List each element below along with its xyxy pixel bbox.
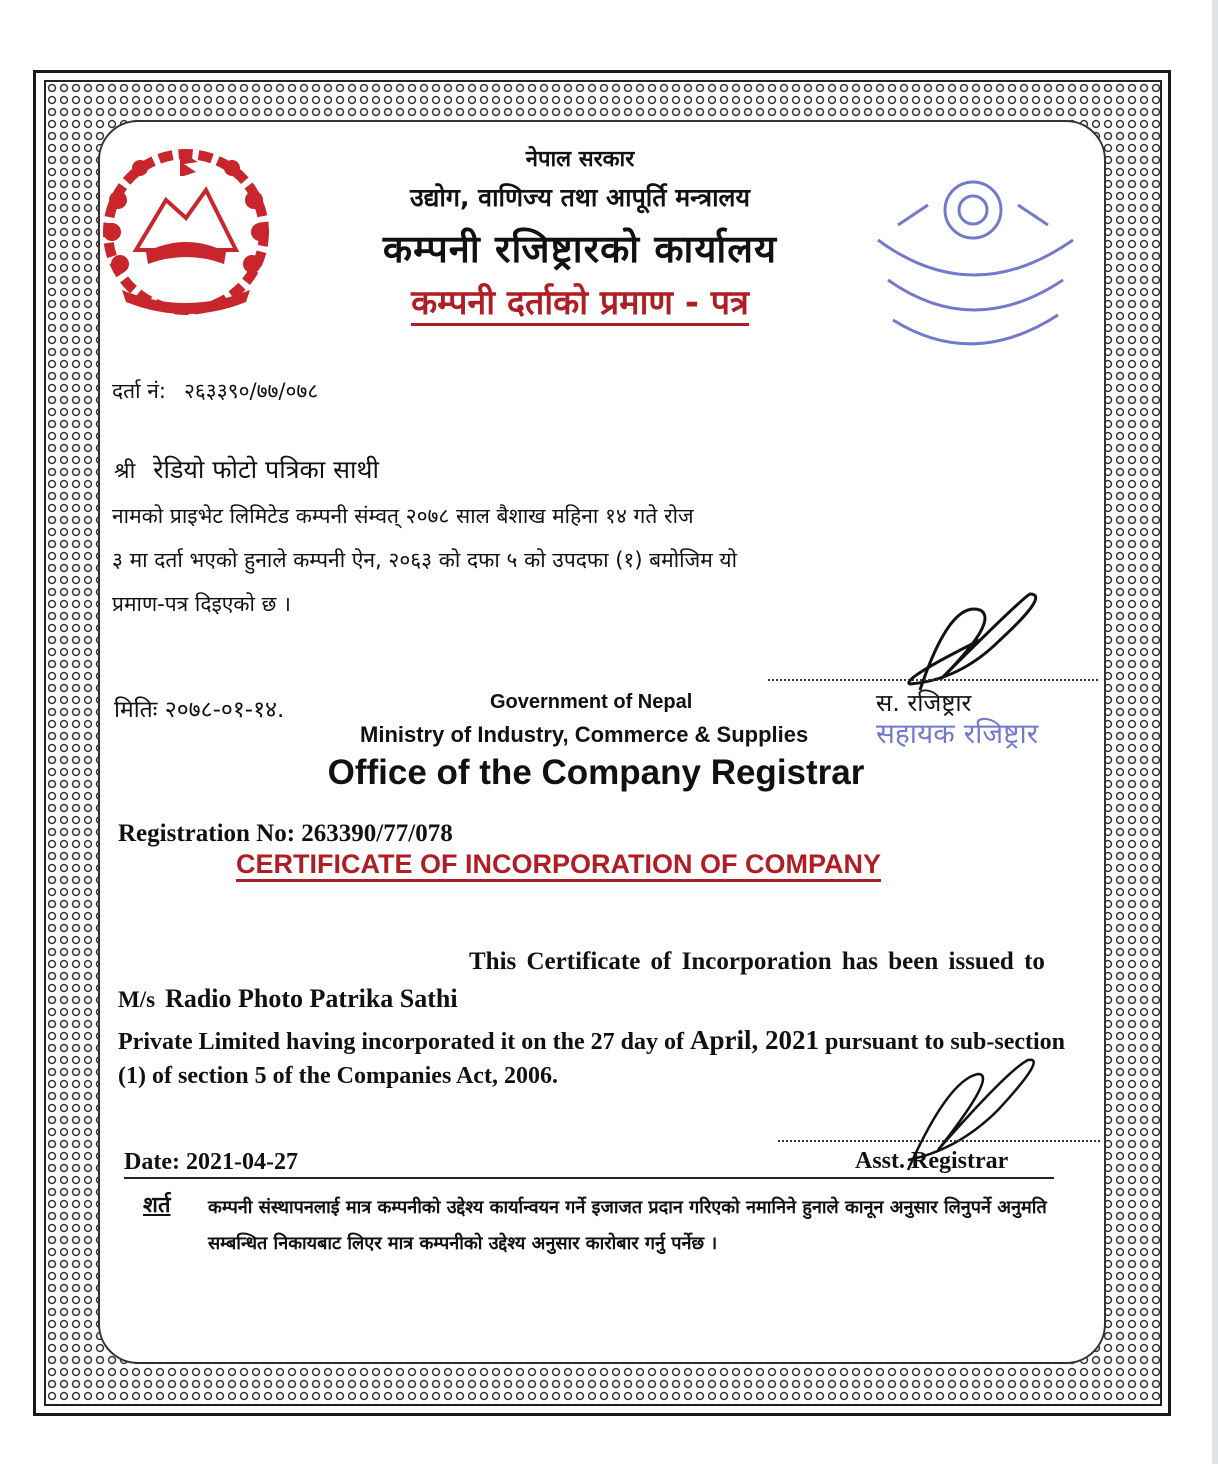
certificate-en-title	[236, 849, 881, 880]
office-np-heading: कम्पनी रजिष्ट्रारको कार्यालय	[382, 227, 778, 271]
ministry-np-heading: उद्योग, वाणिज्य तथा आपूर्ति मन्त्रालय	[409, 183, 750, 212]
body-np-line-1: नामको प्राइभेट लिमिटेड कम्पनी संम्वत् २०७८ साल बैशाख महिना १४ गते रोज	[112, 504, 694, 528]
ms-label: M/s	[118, 987, 156, 1012]
date-rule	[124, 1177, 1054, 1179]
body-np-line-2: ३ मा दर्ता भएको हुनाले कम्पनी ऐन, २०६३ को दफा ५ को उपदफा (१) बमोजिम यो	[112, 548, 738, 572]
signature-np-icon	[880, 580, 1070, 700]
date-np: मितिः २०७८-०१-१४.	[114, 697, 285, 723]
condition-text: कम्पनी संस्थापनलाई मात्र कम्पनीको उद्देश्य कार्यान्वयन गर्ने इजाजत प्रदान गरिएको नमानिने हुनाले कानून अनुसार लिनुपर्ने अनुमति सम्बन्धित निकायबाट लिएर मात्र कम्पनीको उद्देश्य अनुसार कारोबार गर्नु पर्नेछ ।	[208, 1197, 1047, 1254]
certificate-en-title-text: CERTIFICATE OF INCORPORATION OF COMPANY	[236, 849, 881, 882]
company-name-np-value: रेडियो फोटो पत्रिका साथी	[153, 455, 379, 484]
body-en-part-1: Private Limited having incorporated it on the 27 day of	[118, 1029, 684, 1055]
ministry-en-heading: Ministry of Industry, Commerce & Supplies	[360, 722, 809, 747]
registration-np-value: २६३३९०/७७/०७८	[183, 379, 319, 403]
body-np-line-3: प्रमाण-पत्र दिइएको छ ।	[112, 592, 292, 616]
government-np-heading: नेपाल सरकार	[525, 147, 635, 172]
registration-np-label: दर्ता नं:	[112, 379, 166, 403]
signatory-title-np: स. रजिष्ट्रार	[876, 689, 972, 717]
body-en-part-2: pursuant to sub-section (1) of section 5 of the Companies Act, 2006.	[118, 1029, 1066, 1089]
company-name-en	[118, 984, 458, 1014]
office-en-heading: Office of the Company Registrar	[327, 753, 865, 792]
certificate-np-title-text: कम्पनी दर्ताको प्रमाण - पत्र	[411, 283, 749, 326]
company-name-en-value: Radio Photo Patrika Sathi	[165, 984, 458, 1013]
registration-np	[112, 377, 318, 405]
signature-line-en	[778, 1140, 1100, 1142]
body-en-date: April, 2021	[689, 1025, 819, 1055]
page-edge	[1212, 0, 1218, 1464]
assistant-registrar-stamp: सहायक रजिष्ट्रार	[876, 717, 1039, 750]
date-en: Date: 2021-04-27	[124, 1149, 298, 1175]
government-en-heading: Government of Nepal	[490, 691, 693, 713]
registration-en: Registration No: 263390/77/078	[118, 820, 453, 847]
honorific-label: श्री	[114, 459, 136, 484]
signature-line-np	[768, 679, 1098, 681]
company-name-np	[114, 452, 379, 486]
registrar-stamp-icon	[858, 170, 1088, 370]
signatory-title-en: Asst. Registrar	[855, 1148, 1009, 1174]
issued-to-line: This Certificate of Incorporation has been issued to	[469, 948, 1045, 975]
condition-label: शर्त	[143, 1193, 171, 1218]
